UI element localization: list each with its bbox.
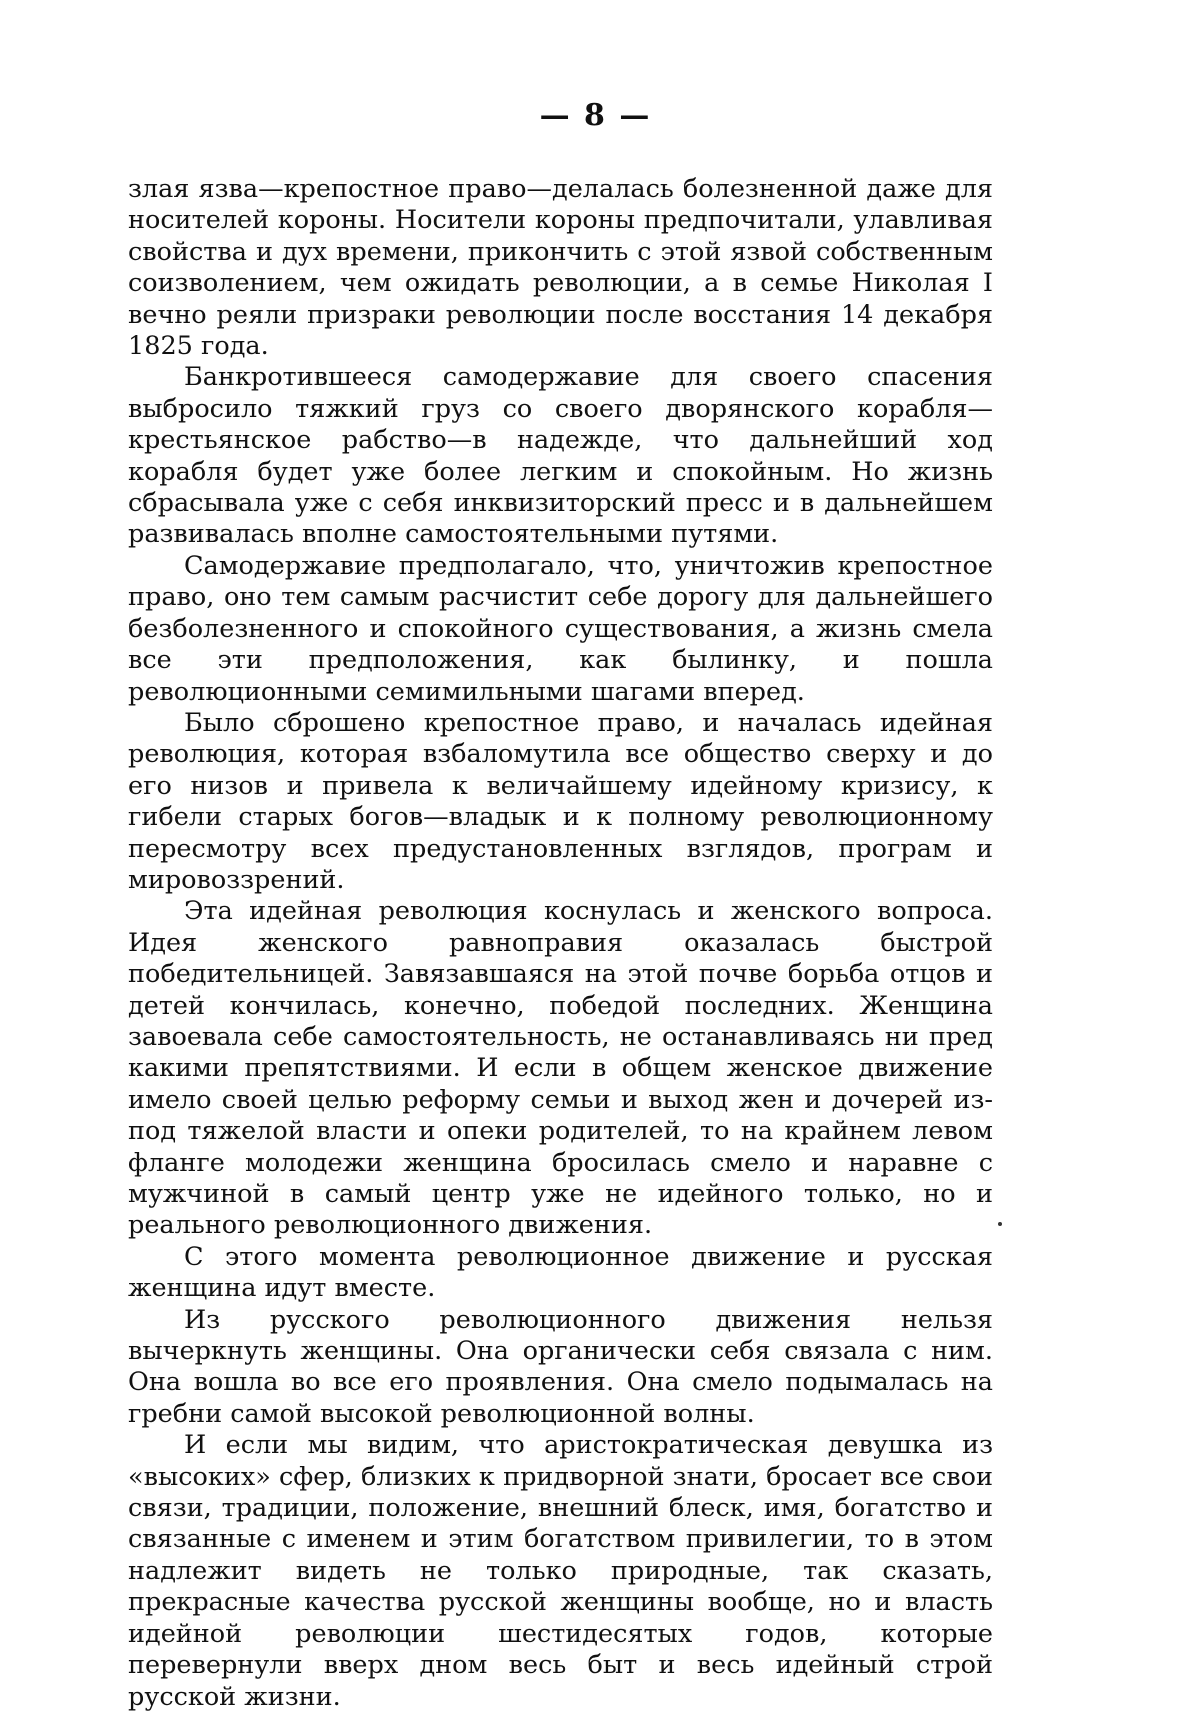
paragraph-5: Эта идейная революция коснулась и женского вопроса. Идея женского равноправия оказалась быстрой победительницей. Завязавшаяся на этой почве борьба отцов и детей кончилась, конечно, победой последних. Женщина завоевала себе самостоятельность, не останавливаясь ни пред какими препятствиями. И если в общем женское движение имело своей целью реформу семьи и выход жен и дочерей из-под тяжелой власти и опеки родителей, то на крайнем левом фланге молодежи женщина бросилась смело и наравне с мужчиной в самый центр уже не идейного только, но и реального революционного движения. <box>128 896 993 1241</box>
paragraph-7: Из русского революционного движения нельзя вычеркнуть женщины. Она органически себя связала с ним. Она вошла во все его проявления. Она смело подымалась на гребни самой высокой революционной волны. <box>128 1304 993 1429</box>
paragraph-6: С этого момента революционное движение и русская женщина идут вместе. <box>128 1241 993 1304</box>
paragraph-2: Банкротившееся самодержавие для своего спасения выбросило тяжкий груз со своего дворянского корабля—крестьянское рабство—в надежде, что дальнейший ход корабля будет уже более легким и спокойным. Но жизнь сбрасывала уже с себя инквизиторский пресс и в дальнейшем развивалась вполне самостоятельными путями. <box>128 362 993 550</box>
paragraph-1: злая язва—крепостное право—делалась болезненной даже для носителей короны. Носители короны предпочитали, улавливая свойства и дух времени, прикончить с этой язвой собственным соизволением, чем ожидать революции, а в семье Николая I вечно реяли призраки революции после восстания 14 декабря 1825 года. <box>128 174 993 362</box>
body-text <box>128 174 993 1713</box>
paragraph-8: И если мы видим, что аристократическая девушка из «высоких» сфер, близких к придворной знати, бросает все свои связи, традиции, положение, внешний блеск, имя, богатство и связанные с именем и этим богатством привилегии, то в этом надлежит видеть не только природные, так сказать, прекрасные качества русской женщины вообще, но и власть идейной революции шестидесятых годов, которые перевернули вверх дном весь быт и весь идейный строй русской жизни. <box>128 1430 993 1712</box>
paragraph-4: Было сброшено крепостное право, и началась идейная революция, которая взбаломутила все общество сверху и до его низов и привела к величайшему идейному кризису, к гибели старых богов—владык и к полному революционному пересмотру всех предустановленных взглядов, програм и мировоззрений. <box>128 707 993 895</box>
paragraph-3: Самодержавие предполагало, что, уничтожив крепостное право, оно тем самым расчистит себе дорогу для дальнейшего безболезненного и спокойного существования, а жизнь смела все эти предположения, как былинку, и пошла революционными семимильными шагами вперед. <box>128 550 993 707</box>
scan-speck <box>998 1222 1002 1226</box>
page-number: — 8 — <box>539 98 652 133</box>
